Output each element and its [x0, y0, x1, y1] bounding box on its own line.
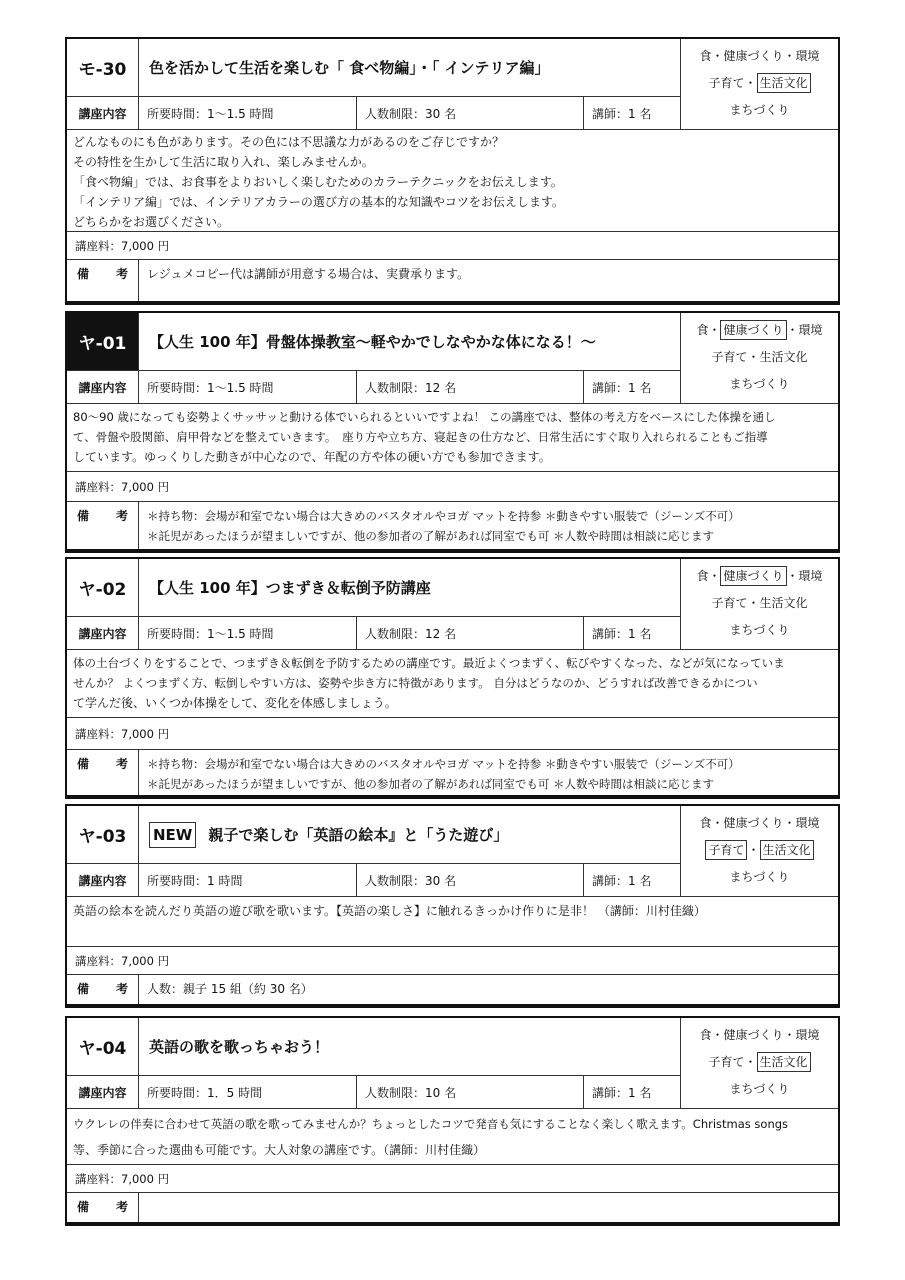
capacity: 人数制限：30 名	[357, 97, 584, 129]
course-description: ウクレレの伴奏に合わせて英語の歌を歌ってみませんか？ちょっとしたコツで発音も気にすることなく楽しく歌えます。Christmas songs 等、季節に合った選曲も可能です。大人対象の講座です。（講師：川村佳織）	[67, 1108, 838, 1164]
course-header: ヤ-01 【人生 100 年】骨盤体操教室～軽やかでしなやかな体になる！～ 講座内容 所要時間：1～1.5 時間 人数制限：12 名 講師：1 名 食・ 健康づくり ・環境 子育て・生活文化 まちづくり	[67, 313, 838, 403]
course-title: NEW 親子で楽しむ「英語の絵本』と「うた遊び」	[139, 806, 680, 863]
course-note: 備 考 ＊持ち物：会場が和室でない場合は大きめのバスタオルやヨガ マットを持参 ＊動きやすい服装で（ジーンズ不可） ＊託児があったほうが望ましいですが、他の参加者の了解があれば同室でも可 ＊人数や時間は相談に応じます	[67, 501, 838, 549]
category-highlight: 生活文化	[757, 1052, 811, 1072]
capacity: 人数制限：30 名	[357, 864, 584, 896]
course-description: どんなものにも色があります。その色には不思議な力があるのをご存じですか？ その特性を生かして生活に取り入れ、楽しみませんか。 「食べ物編」では、お食事をよりおいしく楽しむためのカラーテクニックをお伝えします。 「インテリア編」では、インテリアカラーの選び方の基本的な知識やコツをお伝えします。 どちらかをお選びください。	[67, 129, 838, 231]
instructors: 講師：1 名	[592, 626, 652, 641]
duration: 所要時間：1 時間	[139, 864, 357, 896]
content-label: 講座内容	[67, 97, 139, 129]
duration: 所要時間：1～1.5 時間	[139, 371, 357, 403]
category-box: 食・健康づくり・環境 子育て・ 生活文化 まちづくり	[680, 1018, 838, 1108]
category-box: 食・健康づくり・環境 子育て ・ 生活文化 まちづくり	[680, 806, 838, 896]
course-code: ヤ-03	[67, 806, 139, 863]
course-note: 備 考 レジュメコピー代は講師が用意する場合は、実費承ります。	[67, 259, 838, 301]
course-fee: 講座料：7,000 円	[67, 717, 838, 749]
duration: 所要時間：1～1.5 時間	[139, 97, 357, 129]
course-fee: 講座料：7,000 円	[67, 1164, 838, 1192]
course-fee: 講座料：7,000 円	[67, 946, 838, 974]
course-title: 【人生 100 年】つまずき＆転倒予防講座	[149, 579, 431, 598]
course-header	[67, 39, 838, 129]
category-highlight: 子育て	[705, 840, 747, 860]
category-highlight: 生活文化	[760, 840, 814, 860]
course-code: モ-30	[67, 39, 139, 96]
course-description: 英語の絵本を読んだり英語の遊び歌を歌います。【英語の楽しさ】に触れるきっかけ作りに是非！ （講師：川村佳織）	[67, 896, 838, 946]
instructors: 講師：1 名	[592, 380, 652, 395]
new-badge: NEW	[149, 822, 196, 848]
course-card-ya01	[65, 311, 840, 553]
course-note: 備 考 ＊持ち物：会場が和室でない場合は大きめのバスタオルやヨガ マットを持参 ＊動きやすい服装で（ジーンズ不可） ＊託児があったほうが望ましいですが、他の参加者の了解があれば同室でも可 ＊人数や時間は相談に応じます	[67, 749, 838, 795]
course-card-ya04	[65, 1016, 840, 1226]
instructors: 講師：1 名	[592, 873, 652, 888]
duration: 所要時間：1～1.5 時間	[139, 617, 357, 649]
instructors: 講師：1 名	[592, 1085, 652, 1100]
course-note: 備 考 人数：親子 15 組（約 30 名）	[67, 974, 838, 1004]
course-header: ヤ-02 【人生 100 年】つまずき＆転倒予防講座 講座内容 所要時間：1～1.5 時間 人数制限：12 名 講師：1 名 食・ 健康づくり ・環境 子育て・生活文化 まちづくり	[67, 559, 838, 649]
course-description: 体の土台づくりをすることで、つまずき＆転倒を予防するための講座です。最近よくつまずく、転びやすくなった、などが気になっていま せんか？ よくつまずく方、転倒しやすい方は、姿勢や歩き方に特徴があります。 自分はどうなのか、どうすれば改善できるかについ て学んだ後、いくつか体操をして、変化を体感しましょう。	[67, 649, 838, 717]
course-code: ヤ-02	[67, 559, 139, 616]
course-description: 80～90 歳になっても姿勢よくサッサッと動ける体でいられるといいですよね！ この講座では、整体の考え方をベースにした体操を通し て、骨盤や股関節、肩甲骨などを整えていきます。 座り方や立ち方、寝起きの仕方など、日常生活にすぐ取り入れられることもご指導 しています。ゆっくりした動きが中心なので、年配の方や体の硬い方でも参加できます。	[67, 403, 838, 471]
course-title: 色を活かして生活を楽しむ「 食べ物編」・「 インテリア編」	[149, 59, 550, 78]
instructors: 講師：1 名	[592, 106, 652, 121]
course-card-ya02	[65, 557, 840, 799]
capacity: 人数制限：12 名	[357, 617, 584, 649]
course-card-ya03	[65, 804, 840, 1008]
course-fee: 講座料：7,000 円	[67, 231, 838, 259]
category-highlight: 生活文化	[757, 73, 811, 93]
course-header: ヤ-04 英語の歌を歌っちゃおう！ 講座内容 所要時間：1．5 時間 人数制限：10 名 講師：1 名 食・健康づくり・環境 子育て・ 生活文化 まちづくり	[67, 1018, 838, 1108]
duration: 所要時間：1．5 時間	[139, 1076, 357, 1108]
course-title: 英語の歌を歌っちゃおう！	[149, 1038, 330, 1057]
course-card-mo30	[65, 37, 840, 305]
course-header: ヤ-03 NEW 親子で楽しむ「英語の絵本』と「うた遊び」 講座内容 所要時間：1 時間 人数制限：30 名 講師：1 名 食・健康づくり・環境 子育て ・ 生活文化 まちづくり	[67, 806, 838, 896]
capacity: 人数制限：10 名	[357, 1076, 584, 1108]
category-highlight: 健康づくり	[720, 320, 786, 340]
category-box: 食・健康づくり・環境 子育て・ 生活文化 まちづくり	[680, 39, 838, 129]
category-highlight: 健康づくり	[720, 566, 786, 586]
course-code: ヤ-01	[67, 313, 139, 370]
course-note: 備 考	[67, 1192, 838, 1222]
category-box: 食・ 健康づくり ・環境 子育て・生活文化 まちづくり	[680, 313, 838, 403]
course-code: ヤ-04	[67, 1018, 139, 1075]
course-title: 【人生 100 年】骨盤体操教室～軽やかでしなやかな体になる！～	[149, 333, 596, 352]
course-fee: 講座料：7,000 円	[67, 471, 838, 501]
capacity: 人数制限：12 名	[357, 371, 584, 403]
category-box: 食・ 健康づくり ・環境 子育て・生活文化 まちづくり	[680, 559, 838, 649]
